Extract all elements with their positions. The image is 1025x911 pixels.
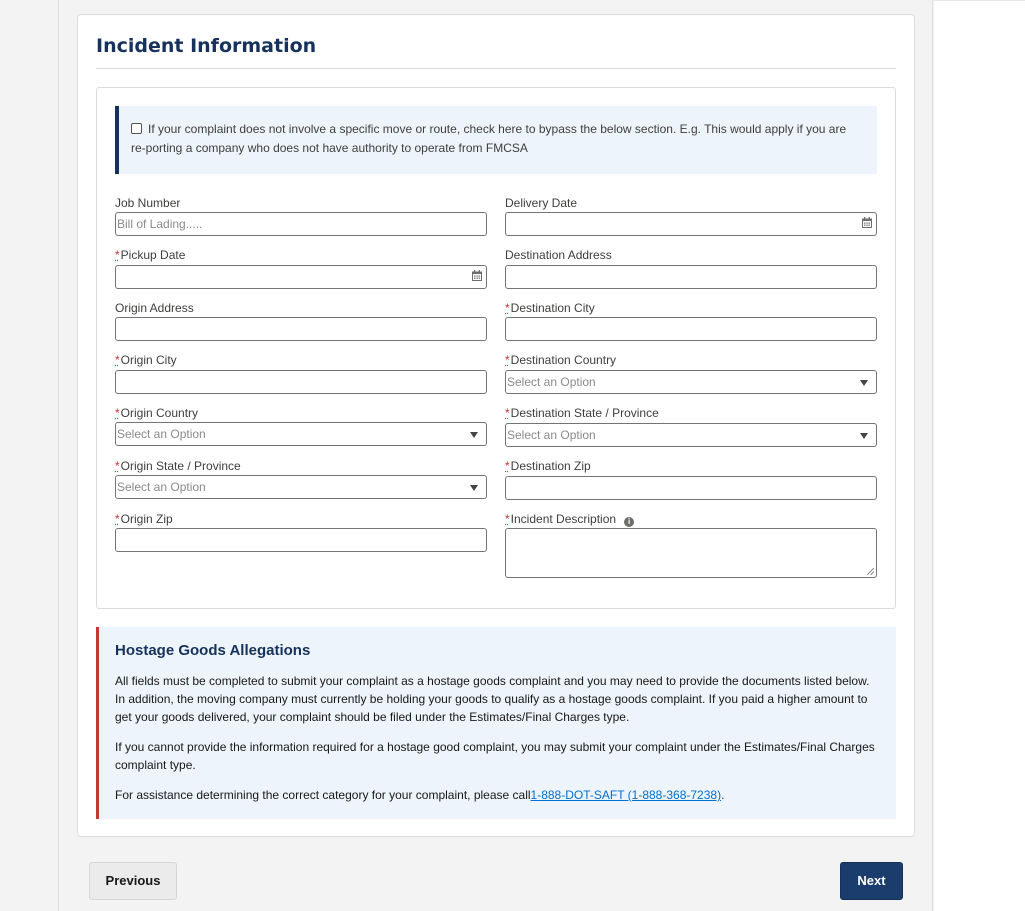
origin-state-select[interactable] — [115, 475, 487, 499]
destination-country-label: *Destination Country — [505, 353, 617, 367]
previous-button[interactable]: Previous — [89, 862, 177, 900]
origin-country-label: *Origin Country — [115, 406, 199, 420]
origin-zip-input[interactable] — [115, 528, 487, 552]
origin-city-input[interactable] — [115, 370, 487, 394]
chevron-down-icon — [470, 432, 478, 438]
hostage-paragraph-2: If you cannot provide the information required for a hostage good complaint, you may submit your complaint under the Estimates/Final Charges complaint type. — [115, 740, 875, 772]
bypass-text: If your complaint does not involve a specific move or route, check here to bypass the below section. E.g. This would apply if you are re-porting a company who does not have authority to operate from FMCSA — [131, 122, 847, 155]
hostage-paragraph-1: All fields must be completed to submit your complaint as a hostage goods complaint and you may need to provide the documents listed below. In addition, the moving company must currently be holding your goods to qualify as a hostage goods complaint. If you paid a higher amount to get your goods delivered, your complaint should be filed under the Estimates/Final Charges type. — [115, 674, 870, 724]
title-divider — [96, 68, 896, 69]
calendar-icon[interactable] — [472, 270, 482, 281]
hostage-paragraph-3: For assistance determining the correct category for your complaint, please call1-888-DOT-SAFT (1-888-368-7238). — [115, 788, 725, 802]
destination-state-label: *Destination State / Province — [505, 406, 659, 420]
destination-city-input[interactable] — [505, 317, 877, 341]
incident-card — [77, 14, 915, 837]
destination-address-label: Destination Address — [505, 248, 612, 262]
chevron-down-icon — [860, 433, 868, 439]
destination-country-select[interactable] — [505, 370, 877, 394]
section-title: Incident Information — [96, 35, 317, 57]
job-number-input[interactable] — [115, 212, 487, 236]
destination-state-select[interactable] — [505, 423, 877, 447]
origin-city-label: *Origin City — [115, 353, 177, 367]
incident-description-label: *Incident Description i — [505, 512, 634, 527]
chevron-down-icon — [860, 380, 868, 386]
job-number-label: Job Number — [115, 196, 181, 210]
right-margin — [934, 0, 1025, 911]
hostage-title: Hostage Goods Allegations — [115, 642, 311, 659]
pickup-date-input[interactable] — [115, 265, 487, 289]
bypass-notice — [115, 106, 877, 174]
bypass-checkbox[interactable] — [131, 123, 142, 134]
origin-address-input[interactable] — [115, 317, 487, 341]
origin-country-value: Select an Option — [117, 427, 206, 441]
delivery-date-input[interactable] — [505, 212, 877, 236]
origin-state-value: Select an Option — [117, 480, 206, 494]
resize-grip-icon[interactable] — [867, 568, 874, 575]
incident-description-textarea[interactable] — [505, 528, 877, 578]
hostage-goods-notice — [96, 627, 896, 819]
calendar-icon[interactable] — [862, 217, 872, 228]
info-icon[interactable]: i — [624, 517, 634, 527]
delivery-date-label: Delivery Date — [505, 196, 578, 210]
destination-address-input[interactable] — [505, 265, 877, 289]
chevron-down-icon — [470, 485, 478, 491]
origin-state-label: *Origin State / Province — [115, 459, 241, 473]
phone-link[interactable]: 1-888-DOT-SAFT (1-888-368-7238) — [530, 788, 722, 802]
origin-address-label: Origin Address — [115, 301, 194, 315]
incident-form — [96, 87, 896, 609]
destination-country-value: Select an Option — [507, 375, 596, 389]
origin-zip-label: *Origin Zip — [115, 512, 173, 526]
destination-state-value: Select an Option — [507, 428, 596, 442]
job-number-placeholder: Bill of Lading..... — [117, 217, 203, 231]
origin-country-select[interactable] — [115, 422, 487, 446]
pickup-date-label: *Pickup Date — [115, 248, 186, 262]
destination-zip-input[interactable] — [505, 476, 877, 500]
destination-zip-label: *Destination Zip — [505, 459, 591, 473]
next-button[interactable]: Next — [840, 862, 903, 900]
destination-city-label: *Destination City — [505, 301, 595, 315]
